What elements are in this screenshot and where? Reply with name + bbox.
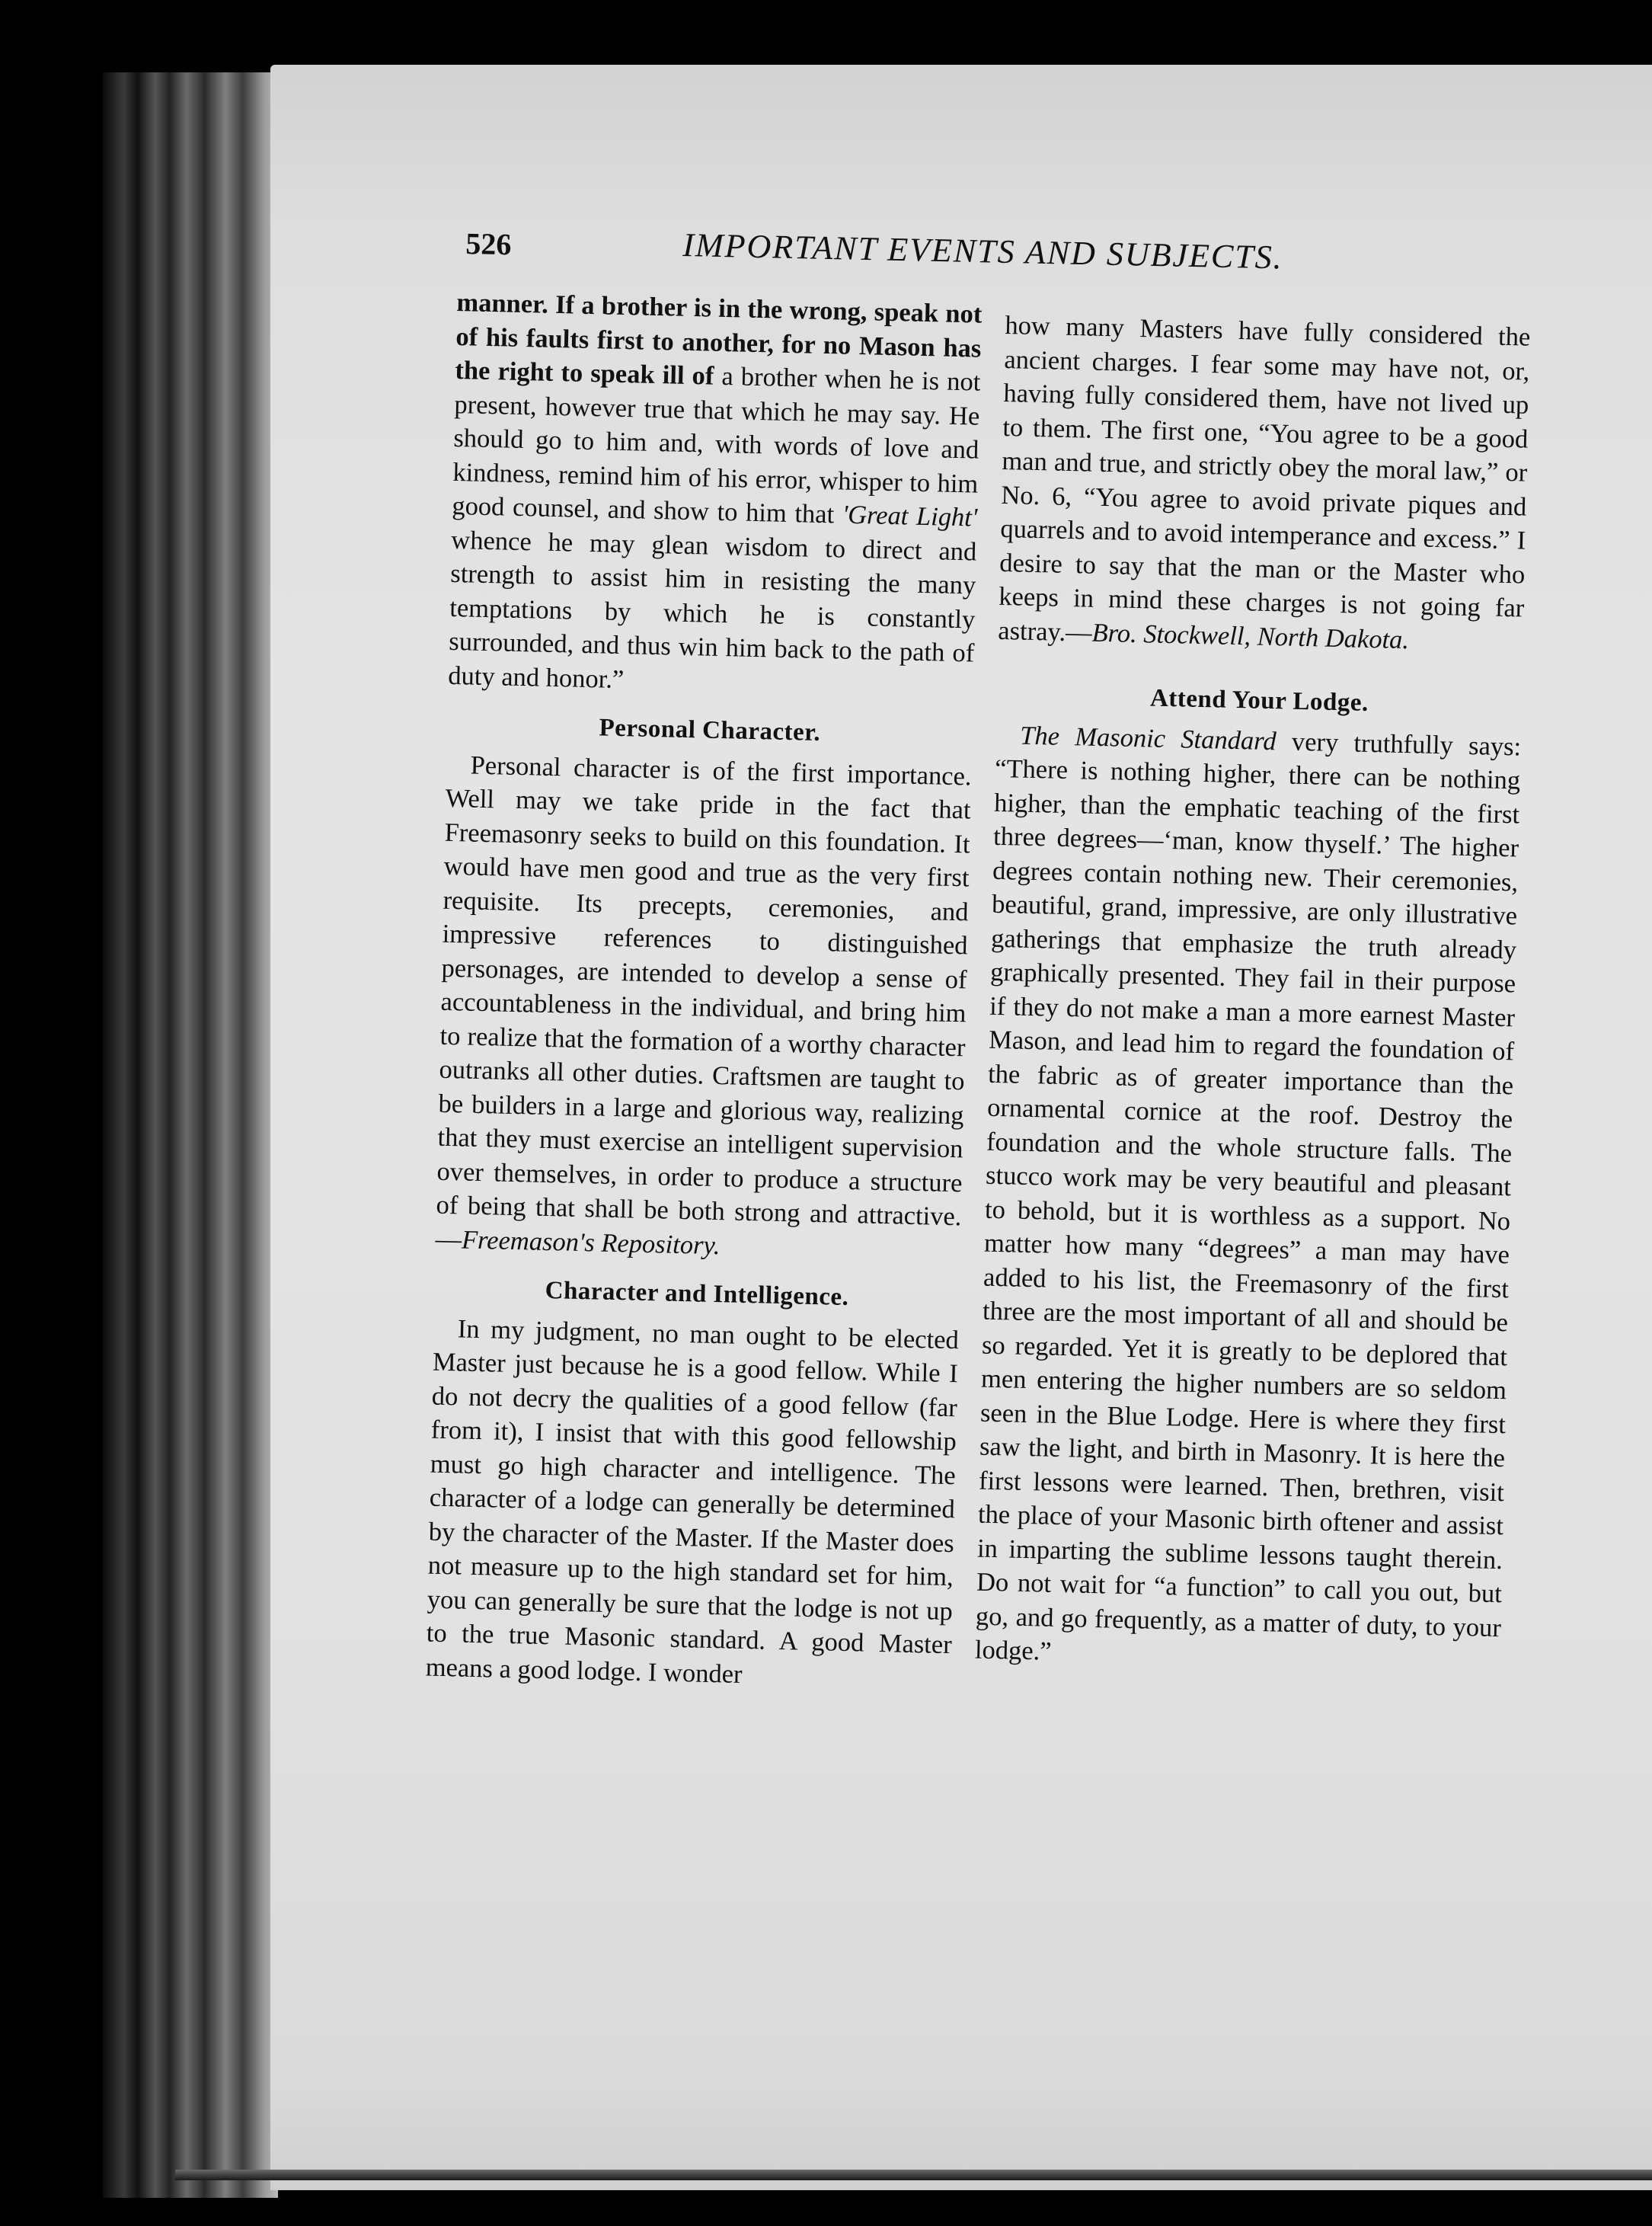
attend-lodge-italic: The Masonic Standard <box>1019 721 1277 756</box>
personal-character-text: Personal character is of the first importance. Well may we take pride in the fact that Freemasonry seeks to build on this foundation. It would have men good and true as the very first requisite. Its precepts, ceremonies, and impressive references to distinguished personages, are intended to develop a sense of accountableness in the individual, and bring him to realize that the formation of a worthy character outranks all other duties. Craftsmen are taught to be builders in a large and glorious way, realizing that they must exercise an intelligent supervision over themselves, in order to produce a structure of being that shall be both strong and attractive.— <box>435 750 972 1254</box>
heading-attend-your-lodge: Attend Your Lodge. <box>1149 684 1369 717</box>
personal-character-paragraph <box>435 747 972 1268</box>
opening-text: a brother when he is not present, however true that which he may say. He should go to him and, with words of love and kindness, remind him of his error, whisper to him good counsel, and show to him that <box>452 361 981 529</box>
personal-character-source: Freemason's Repository. <box>461 1224 721 1260</box>
book-binding-edge <box>103 72 278 2198</box>
attend-lodge-text: very truthfully says: “There is nothing higher, there can be nothing higher, than the emphatic teaching of the first three degrees—‘man, know thyself.’ The higher degrees contain nothing new. Their ceremonies, beautiful, grand, impressive, are only illustrative gatherings that emphasize the truth already graphically presented. They fail in their purpose if they do not make a man a more earnest Master Mason, and lead him to regard the foundation of the fabric as of greater importance than the ornamental cornice at the roof. Destroy the foundation and the whole structure falls. The stucco work may be very beautiful and pleasant to behold, but it is worthless as a support. No matter how many “degrees” a man may have added to his list, the Freemasonry of the first three are the most important of all and should be so regarded. Yet it is greatly to be deplored that men entering the higher numbers are so seldom seen in the Blue Lodge. Here is where they first saw the light, and birth in Masonry. It is here the first lessons were learned. Then, brethren, visit the place of your Masonic birth oftener and assist in imparting the sublime lessons taught therein. Do not wait for “a function” to call you out, but go, and go frequently, as a matter of duty, to your lodge.” <box>974 726 1522 1666</box>
continued-paragraph <box>998 309 1531 660</box>
heading-personal-character: Personal Character. <box>599 714 821 747</box>
left-column <box>425 286 982 1696</box>
page-number: 526 <box>465 225 512 262</box>
page-bottom-edge <box>175 2170 1652 2180</box>
opening-paragraph <box>448 286 983 705</box>
right-column <box>975 309 1531 1679</box>
continued-source: Bro. Stockwell, North Dakota. <box>1091 618 1410 654</box>
character-intelligence-paragraph: In my judgment, no man ought to be elected Master just because he is a good fellow. While I do not decry the qualities of a good fellow (far from it), I insist that with this good fellowship must go high character and intelligence. The character of a lodge can generally be determined by the character of the Master. If the Master does not measure up to the high standard set for him, you can generally be sure that the lodge is not up to the true Masonic standard. A good Master means a good lodge. I wonder <box>425 1313 960 1689</box>
opening-italic-text: 'Great Light' <box>842 500 978 533</box>
opening-end-text: whence he may glean wisdom to direct and strength to assist him in resisting the many temptations by which he is constantly surrounded, and thus win him back to the path of duty and honor.” <box>447 525 977 694</box>
heading-character-intelligence: Character and Intelligence. <box>545 1276 849 1312</box>
opening-bold-text: manner. If a brother is in the wrong, speak not of his faults first to another, for no Mason has the right to speak ill of <box>455 287 983 391</box>
running-title: IMPORTANT EVENTS AND SUBJECTS. <box>682 225 1284 277</box>
attend-lodge-paragraph <box>975 718 1522 1678</box>
continued-text: how many Masters have fully considered the ancient charges. I fear some may have not, or, having fully considered them, have not lived up to them. The first one, “You agree to be a good man and true, and strictly obey the moral law,” or No. 6, “You agree to avoid private piques and quarrels and to avoid intemperance and excess.” I desire to say that the man or the Master who keeps in mind these charges is not going far astray.— <box>997 310 1531 648</box>
